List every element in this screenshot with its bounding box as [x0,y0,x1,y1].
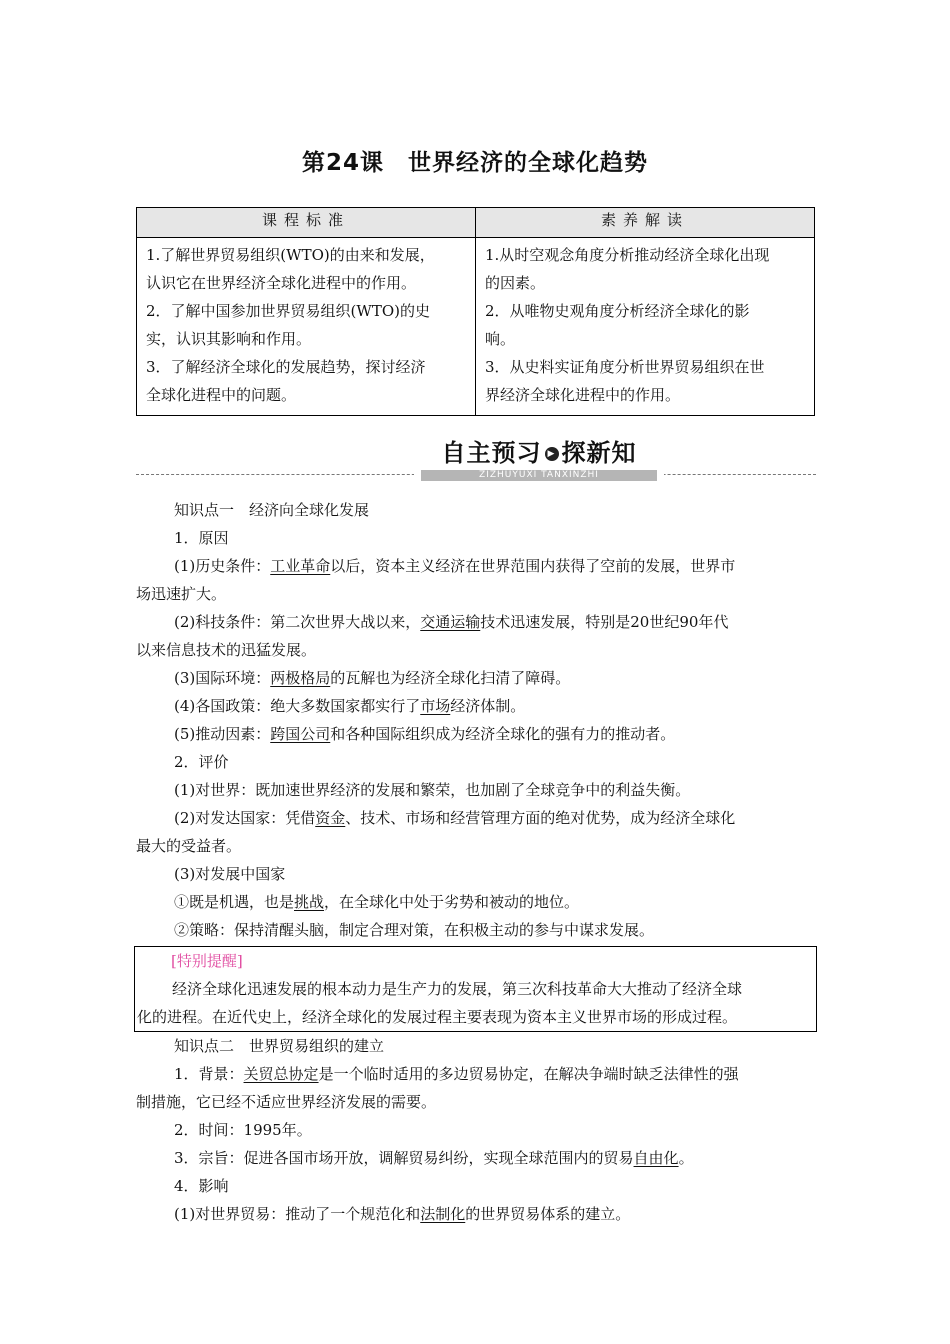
paragraph: 3．宗旨：促进各国市场开放，调解贸易纠纷，实现全球范围内的贸易自由化。 [174,1149,694,1167]
paragraph-continuation: 以来信息技术的迅猛发展。 [136,641,317,659]
paragraph: 1．背景：关贸总协定是一个临时适用的多边贸易协定，在解决争端时缺乏法律性的强 [174,1065,739,1083]
standards-line: 3．了解经济全球化的发展趋势，探讨经济 [146,358,426,376]
literacy-line: 2．从唯物史观角度分析经济全球化的影 [485,302,750,320]
literacy-line: 1.从时空观念角度分析推动经济全球化出现 [485,246,770,264]
literacy-line: 的因素。 [485,274,546,292]
key-term: 跨国公司 [270,725,331,743]
standards-line: 实，认识其影响和作用。 [146,330,312,348]
banner-label [414,436,664,482]
key-term: 市场 [420,697,451,715]
literacy-line: 响。 [485,330,516,348]
table-header-standards: 课程标准 [137,208,476,238]
standards-line: 2．了解中国参加世界贸易组织(WTO)的史 [146,302,430,320]
reminder-title: [特别提醒] [171,952,243,970]
table-header-literacy: 素养解读 [476,208,815,238]
banner-text-right: 探新知 [561,439,637,467]
paragraph: ②策略：保持清醒头脑，制定合理对策，在积极主动的参与中谋求发展。 [174,921,655,939]
key-term: 挑战 [294,893,325,911]
paragraph: 2．时间：1995年。 [174,1121,312,1139]
standards-line: 1.了解世界贸易组织(WTO)的由来和发展， [146,246,435,264]
paragraph: (2)对发达国家：凭借资金、技术、市场和经营管理方面的绝对优势，成为经济全球化 [174,809,736,827]
paragraph: (1)对世界贸易：推动了一个规范化和法制化的世界贸易体系的建立。 [174,1205,631,1223]
page-title: 第24课 世界经济的全球化趋势 [301,150,648,176]
paragraph: ①既是机遇，也是挑战，在全球化中处于劣势和被动的地位。 [174,893,580,911]
subheading: 4．影响 [174,1177,229,1195]
paragraph: (3)对发展中国家 [174,865,286,883]
subheading: 2．评价 [174,753,229,771]
key-term: 交通运输 [420,613,481,631]
literacy-line: 界经济全球化进程中的作用。 [485,386,681,404]
reminder-text: 化的进程。在近代史上，经济全球化的发展过程主要表现为资本主义世界市场的形成过程。 [137,1008,738,1026]
standards-line: 全球化进程中的问题。 [146,386,297,404]
paragraph: (5)推动因素：跨国公司和各种国际组织成为经济全球化的强有力的推动者。 [174,725,676,743]
section-heading: 知识点一 经济向全球化发展 [174,501,370,519]
standards-cell [137,238,476,416]
key-term: 工业革命 [270,557,331,575]
banner-pinyin: ZIZHUYUXI TANXINZHI [421,470,657,481]
subheading: 1．原因 [174,529,229,547]
literacy-line: 3．从史料实证角度分析世界贸易组织在世 [485,358,765,376]
key-term: 法制化 [420,1205,466,1223]
paragraph-continuation: 最大的受益者。 [136,837,242,855]
literacy-cell [476,238,815,416]
key-term: 两极格局 [270,669,331,687]
key-term: 自由化 [633,1149,679,1167]
special-reminder-box [134,946,817,1032]
section-heading: 知识点二 世界贸易组织的建立 [174,1037,385,1055]
curriculum-standards-table [136,207,815,416]
main-content [136,496,815,1228]
paragraph-continuation: 制措施，它已经不适应世界经济发展的需要。 [136,1093,437,1111]
arrow-right-icon: ▶ [545,447,559,461]
reminder-text: 经济全球化迅速发展的根本动力是生产力的发展，第三次科技革命大大推动了经济全球 [172,980,743,998]
paragraph: (1)对世界：既加速世界经济的发展和繁荣，也加剧了全球竞争中的利益失衡。 [174,781,691,799]
banner-text-left: 自主预习 [441,439,542,467]
paragraph: (4)各国政策：绝大多数国家都实行了市场经济体制。 [174,697,526,715]
key-term: 资金 [315,809,346,827]
paragraph: (3)国际环境：两极格局的瓦解也为经济全球化扫清了障碍。 [174,669,571,687]
key-term: 关贸总协定 [243,1065,319,1083]
standards-line: 认识它在世界经济全球化进程中的作用。 [146,274,417,292]
section-banner [136,436,816,486]
paragraph-continuation: 场迅速扩大。 [136,585,227,603]
paragraph: (1)历史条件：工业革命以后，资本主义经济在世界范围内获得了空前的发展，世界市 [174,557,736,575]
paragraph: (2)科技条件：第二次世界大战以来，交通运输技术迅速发展，特别是20世纪90年代 [174,613,729,631]
